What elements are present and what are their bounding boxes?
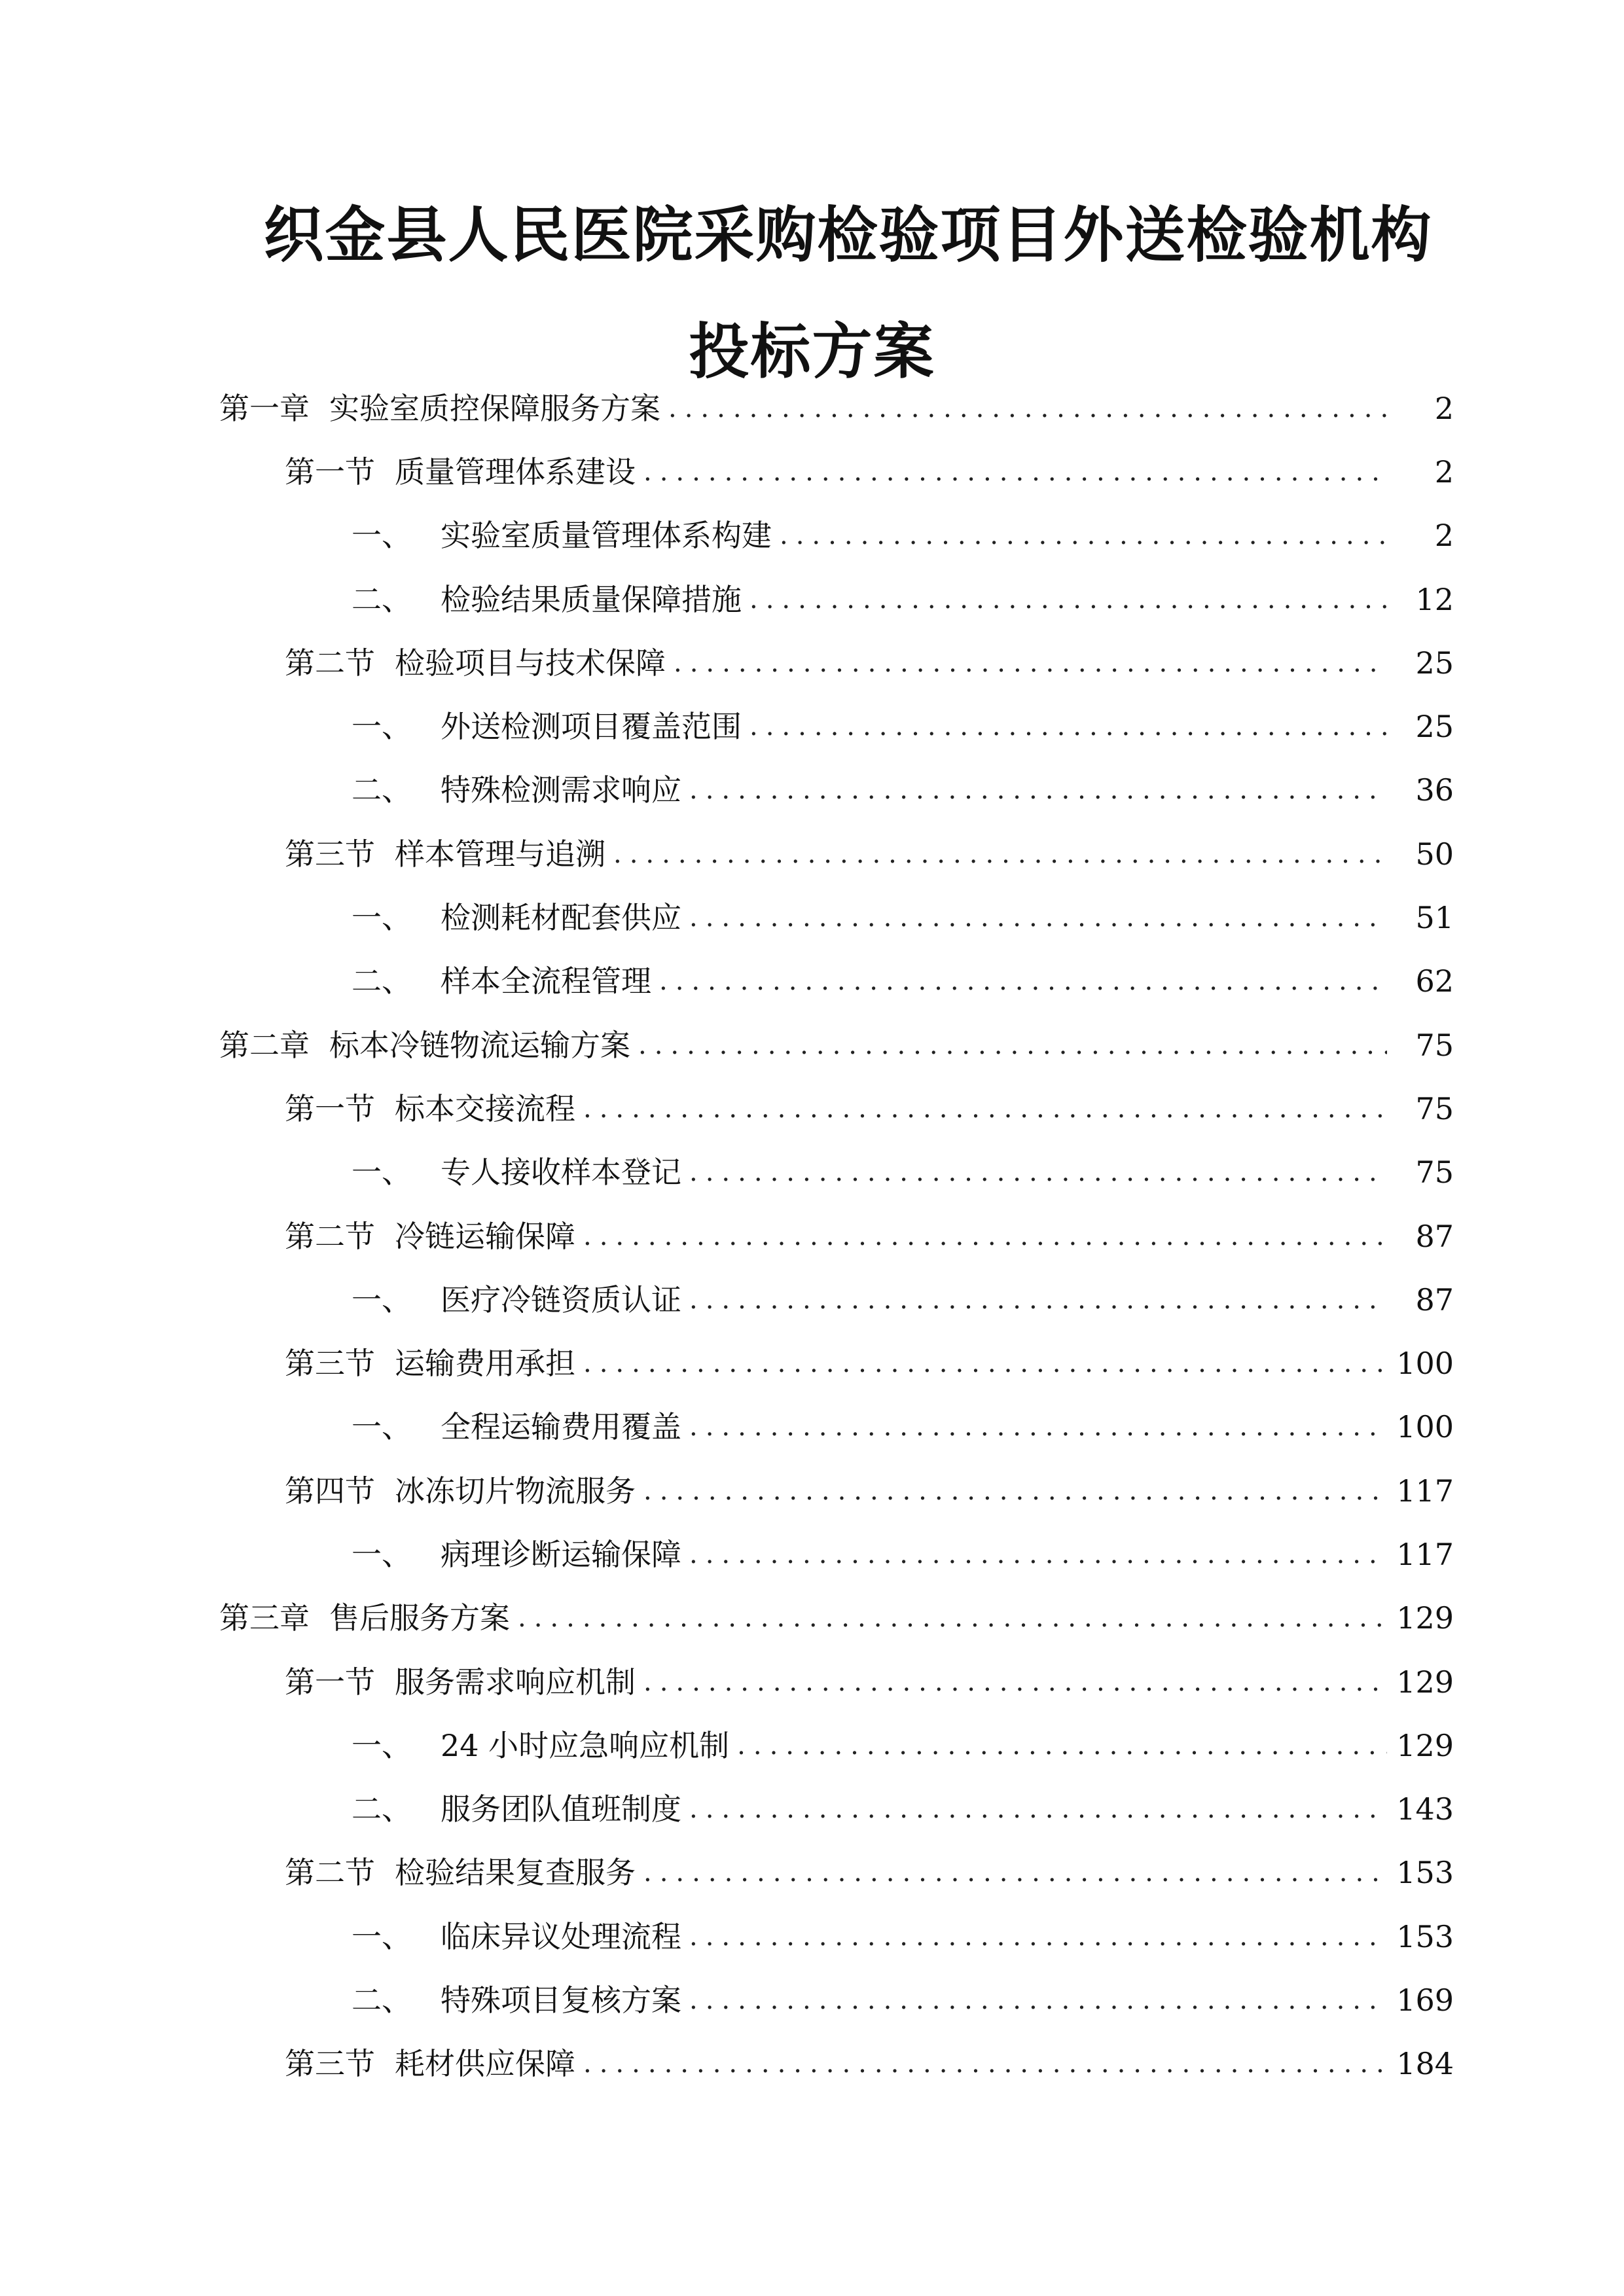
toc-dot-leader bbox=[643, 1478, 1387, 1504]
toc-dot-leader bbox=[689, 1287, 1387, 1313]
toc-entry[interactable] bbox=[0, 1331, 1624, 1395]
toc-entry-number: 第二节 bbox=[285, 645, 375, 681]
toc-entry-text: 质量管理体系建设 bbox=[395, 454, 636, 490]
toc-entry-text: 检测耗材配套供应 bbox=[441, 900, 681, 936]
toc-entry-number: 一、 bbox=[352, 1727, 412, 1763]
toc-entry-label bbox=[285, 2046, 575, 2082]
toc-entry-text: 医疗冷链资质认证 bbox=[441, 1282, 681, 1318]
toc-page-number: 36 bbox=[1415, 772, 1454, 808]
toc-entry[interactable] bbox=[0, 1013, 1624, 1077]
toc-entry-label bbox=[285, 1218, 575, 1254]
toc-entry[interactable] bbox=[0, 1587, 1624, 1650]
toc-dot-leader bbox=[583, 1096, 1387, 1122]
toc-entry[interactable] bbox=[0, 1268, 1624, 1331]
toc-entry-number: 一、 bbox=[352, 1536, 412, 1572]
toc-dot-leader bbox=[689, 1414, 1387, 1440]
toc-entry-label bbox=[352, 709, 742, 745]
toc-page-number: 153 bbox=[1396, 1855, 1454, 1891]
toc-page-number: 169 bbox=[1396, 1982, 1454, 2018]
toc-entry-text: 标本交接流程 bbox=[395, 1090, 575, 1126]
toc-entry[interactable] bbox=[0, 440, 1624, 503]
toc-dot-leader bbox=[689, 1541, 1387, 1568]
toc-dot-leader bbox=[749, 713, 1387, 740]
toc-entry-number: 第二节 bbox=[285, 1855, 375, 1891]
toc-entry-label bbox=[352, 1918, 681, 1954]
toc-entry[interactable] bbox=[0, 631, 1624, 694]
toc-entry-text: 冰冻切片物流服务 bbox=[395, 1473, 636, 1509]
toc-dot-leader bbox=[737, 1732, 1387, 1759]
toc-entry-number: 第三节 bbox=[285, 2046, 375, 2082]
toc-page-number: 117 bbox=[1396, 1536, 1454, 1572]
toc-entry[interactable] bbox=[0, 504, 1624, 567]
toc-entry-text: 病理诊断运输保障 bbox=[441, 1536, 681, 1572]
toc-page-number: 25 bbox=[1415, 645, 1454, 681]
toc-page-number: 2 bbox=[1434, 518, 1454, 554]
toc-entry-number: 一、 bbox=[352, 900, 412, 936]
toc-entry-number: 一、 bbox=[352, 1918, 412, 1954]
toc-dot-leader bbox=[613, 841, 1387, 867]
toc-entry-text: 24 小时应急响应机制 bbox=[441, 1727, 730, 1763]
toc-entry[interactable] bbox=[0, 1968, 1624, 2032]
toc-dot-leader bbox=[689, 1924, 1387, 1950]
toc-entry-label bbox=[219, 1027, 630, 1063]
toc-entry-number: 第一节 bbox=[285, 1090, 375, 1126]
toc-page-number: 75 bbox=[1415, 1090, 1454, 1126]
toc-dot-leader bbox=[643, 459, 1387, 485]
toc-entry-number: 二、 bbox=[352, 1791, 412, 1827]
toc-page-number: 87 bbox=[1415, 1218, 1454, 1254]
toc-entry-text: 实验室质量管理体系构建 bbox=[441, 518, 772, 554]
toc-entry-number: 一、 bbox=[352, 518, 412, 554]
toc-entry-label bbox=[352, 1727, 730, 1763]
table-of-contents bbox=[0, 376, 1624, 2096]
toc-entry-label bbox=[285, 1090, 575, 1126]
toc-page-number: 129 bbox=[1396, 1664, 1454, 1700]
toc-entry-label bbox=[285, 1664, 636, 1700]
toc-page-number: 129 bbox=[1396, 1727, 1454, 1763]
toc-dot-leader bbox=[518, 1605, 1387, 1631]
toc-entry-label bbox=[352, 772, 681, 808]
toc-dot-leader bbox=[689, 905, 1387, 931]
toc-entry-label bbox=[285, 1473, 636, 1509]
toc-entry-number: 第一章 bbox=[219, 390, 310, 426]
toc-entry[interactable] bbox=[0, 1841, 1624, 1905]
toc-entry[interactable] bbox=[0, 822, 1624, 886]
toc-entry-label bbox=[285, 1855, 636, 1891]
toc-entry-label bbox=[285, 454, 636, 490]
toc-entry-text: 专人接收样本登记 bbox=[441, 1155, 681, 1191]
toc-page-number: 51 bbox=[1415, 900, 1454, 936]
document-title-continued: 投标方案 bbox=[689, 316, 935, 387]
toc-entry-text: 全程运输费用覆盖 bbox=[441, 1409, 681, 1445]
toc-entry-text: 特殊项目复核方案 bbox=[441, 1982, 681, 2018]
toc-dot-leader bbox=[749, 586, 1387, 613]
toc-entry-number: 第三章 bbox=[219, 1600, 310, 1636]
toc-entry-label bbox=[285, 1346, 575, 1382]
toc-page-number: 100 bbox=[1396, 1409, 1454, 1445]
toc-dot-leader bbox=[583, 1350, 1387, 1376]
toc-entry-number: 一、 bbox=[352, 1155, 412, 1191]
toc-entry-text: 标本冷链物流运输方案 bbox=[329, 1027, 630, 1063]
toc-entry-number: 第四节 bbox=[285, 1473, 375, 1509]
toc-entry-text: 服务需求响应机制 bbox=[395, 1664, 636, 1700]
toc-entry-number: 二、 bbox=[352, 772, 412, 808]
toc-entry-text: 运输费用承担 bbox=[395, 1346, 575, 1382]
toc-entry-label bbox=[352, 518, 772, 554]
toc-entry-text: 特殊检测需求响应 bbox=[441, 772, 681, 808]
toc-dot-leader bbox=[583, 2051, 1387, 2077]
toc-entry-number: 第三节 bbox=[285, 1346, 375, 1382]
toc-entry[interactable] bbox=[0, 1141, 1624, 1204]
toc-entry-label bbox=[352, 1282, 681, 1318]
toc-entry[interactable] bbox=[0, 694, 1624, 758]
toc-entry-text: 样本管理与追溯 bbox=[395, 836, 605, 872]
toc-page-number: 153 bbox=[1396, 1918, 1454, 1954]
toc-dot-leader bbox=[643, 1859, 1387, 1886]
toc-dot-leader bbox=[689, 1987, 1387, 2013]
toc-dot-leader bbox=[674, 650, 1387, 676]
toc-entry-text: 外送检测项目覆盖范围 bbox=[441, 709, 742, 745]
toc-dot-leader bbox=[668, 395, 1387, 422]
toc-page-number: 100 bbox=[1396, 1346, 1454, 1382]
toc-entry[interactable] bbox=[0, 1905, 1624, 1968]
toc-dot-leader bbox=[643, 1669, 1387, 1695]
toc-entry-number: 二、 bbox=[352, 963, 412, 999]
toc-entry-text: 检验结果复查服务 bbox=[395, 1855, 636, 1891]
toc-entry-label bbox=[285, 836, 605, 872]
toc-entry-number: 第一节 bbox=[285, 1664, 375, 1700]
toc-page-number: 129 bbox=[1396, 1600, 1454, 1636]
toc-dot-leader bbox=[659, 968, 1387, 994]
toc-entry[interactable] bbox=[0, 2032, 1624, 2096]
toc-page-number: 117 bbox=[1396, 1473, 1454, 1509]
toc-entry-label bbox=[219, 1600, 510, 1636]
toc-entry-number: 一、 bbox=[352, 709, 412, 745]
toc-entry[interactable] bbox=[0, 1204, 1624, 1268]
toc-entry-number: 第一节 bbox=[285, 454, 375, 490]
toc-page-number: 50 bbox=[1415, 836, 1454, 872]
toc-entry-number: 二、 bbox=[352, 581, 412, 617]
toc-dot-leader bbox=[583, 1223, 1387, 1249]
toc-dot-leader bbox=[780, 522, 1387, 548]
toc-entry-label bbox=[219, 390, 660, 426]
toc-entry[interactable] bbox=[0, 1077, 1624, 1140]
toc-page-number: 62 bbox=[1415, 963, 1454, 999]
toc-entry-number: 一、 bbox=[352, 1282, 412, 1318]
toc-entry-text: 样本全流程管理 bbox=[441, 963, 651, 999]
toc-page-number: 87 bbox=[1415, 1282, 1454, 1318]
toc-entry-label bbox=[285, 645, 666, 681]
toc-entry-text: 售后服务方案 bbox=[329, 1600, 510, 1636]
toc-entry-label bbox=[352, 1536, 681, 1572]
toc-page-number: 2 bbox=[1434, 454, 1454, 490]
toc-entry-text: 临床异议处理流程 bbox=[441, 1918, 681, 1954]
toc-page-number: 12 bbox=[1415, 581, 1454, 617]
toc-entry[interactable] bbox=[0, 886, 1624, 949]
toc-dot-leader bbox=[689, 777, 1387, 803]
toc-page-number: 75 bbox=[1415, 1155, 1454, 1191]
toc-entry-text: 服务团队值班制度 bbox=[441, 1791, 681, 1827]
toc-dot-leader bbox=[689, 1159, 1387, 1185]
toc-page-number: 75 bbox=[1415, 1027, 1454, 1063]
toc-entry-number: 第三节 bbox=[285, 836, 375, 872]
toc-entry[interactable] bbox=[0, 1650, 1624, 1713]
toc-entry-label bbox=[352, 900, 681, 936]
toc-entry-label bbox=[352, 1409, 681, 1445]
toc-page-number: 184 bbox=[1396, 2046, 1454, 2082]
toc-entry[interactable] bbox=[0, 1778, 1624, 1841]
toc-page-number: 25 bbox=[1415, 709, 1454, 745]
toc-page-number: 2 bbox=[1434, 390, 1454, 426]
document-title: 织金县人民医院采购检验项目外送检验机构 bbox=[263, 200, 1433, 270]
toc-entry-number: 第二节 bbox=[285, 1218, 375, 1254]
toc-entry-text: 检验项目与技术保障 bbox=[395, 645, 666, 681]
toc-entry-label bbox=[352, 1791, 681, 1827]
toc-entry-label bbox=[352, 963, 651, 999]
toc-entry[interactable] bbox=[0, 1395, 1624, 1459]
toc-entry[interactable] bbox=[0, 759, 1624, 822]
toc-dot-leader bbox=[638, 1032, 1387, 1058]
toc-entry[interactable] bbox=[0, 1522, 1624, 1586]
toc-entry[interactable] bbox=[0, 567, 1624, 631]
toc-entry-text: 检验结果质量保障措施 bbox=[441, 581, 742, 617]
toc-page-number: 143 bbox=[1396, 1791, 1454, 1827]
toc-entry-label bbox=[352, 1982, 681, 2018]
toc-entry-text: 冷链运输保障 bbox=[395, 1218, 575, 1254]
toc-entry[interactable] bbox=[0, 376, 1624, 440]
toc-entry-label bbox=[352, 1155, 681, 1191]
toc-dot-leader bbox=[689, 1796, 1387, 1822]
toc-entry-label bbox=[352, 581, 742, 617]
toc-entry[interactable] bbox=[0, 1459, 1624, 1522]
toc-entry[interactable] bbox=[0, 1713, 1624, 1777]
toc-entry-number: 一、 bbox=[352, 1409, 412, 1445]
toc-entry-text: 实验室质控保障服务方案 bbox=[329, 390, 660, 426]
toc-entry-text: 耗材供应保障 bbox=[395, 2046, 575, 2082]
toc-entry[interactable] bbox=[0, 950, 1624, 1013]
toc-entry-number: 第二章 bbox=[219, 1027, 310, 1063]
toc-entry-number: 二、 bbox=[352, 1982, 412, 2018]
